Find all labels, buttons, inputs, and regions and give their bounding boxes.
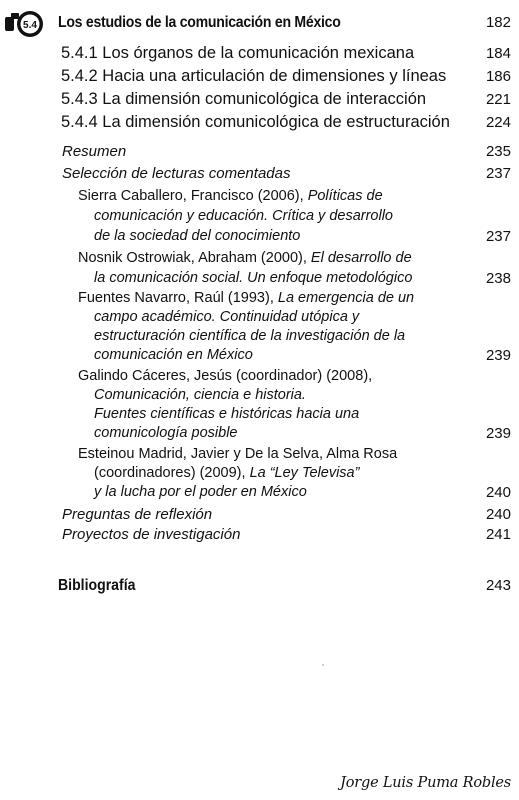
reading-author: Fuentes Navarro, Raúl (1993), [78,290,278,306]
reading-title: campo académico. Continuidad utópica y [94,309,360,325]
reading-author: Galindo Cáceres, Jesús (coordinador) (2008), [78,368,373,384]
section-title: Los estudios de la comunicación en México [58,14,341,31]
preguntas-page: 240 [485,506,511,523]
camera-badge-icon [4,10,46,38]
subsection-label: 5.4.3 La dimensión comunicológica de interacción [61,90,427,108]
reading-title: Políticas de [307,188,383,204]
reading-author: Nosnik Ostrowiak, Abraham (2000), [78,250,311,266]
subsection-label: 5.4.2 Hacia una articulación de dimensiones y líneas [61,67,447,85]
reading-page: 239 [485,347,511,364]
section-badge-number: 5.4 [23,20,37,31]
reading-page: 240 [485,484,511,501]
footer-author: Jorge Luis Puma Robles [340,775,511,791]
reading-title: estructuración científica de la investigación de la [94,328,406,344]
section-page-number: 182 [485,14,511,31]
reading-title: El desarrollo de [310,250,412,266]
reading-line [78,290,414,306]
reading-title: y la lucha por el poder en México [94,484,307,500]
reading-title: de la sociedad del conocimiento [94,228,301,244]
reading-title: comunicación y educación. Crítica y desarrollo [94,208,393,224]
reading-page: 238 [485,270,511,287]
proyectos-label: Proyectos de investigación [62,526,241,543]
reading-author: Esteinou Madrid, Javier y De la Selva, Alma Rosa [78,446,398,462]
reading-author: (coordinadores) (2009), [94,465,250,481]
bibliografia-label: Bibliografía [58,577,136,594]
reading-title: comunicación en México [94,347,253,363]
subsection-label: 5.4.4 La dimensión comunicológica de estructuración [61,113,450,131]
lecturas-label: Selección de lecturas comentadas [62,165,291,182]
reading-page: 237 [485,228,511,245]
preguntas-label: Preguntas de reflexión [62,506,213,523]
reading-title: Fuentes científicas e históricas hacia una [94,406,360,422]
subsection-label: 5.4.1 Los órganos de la comunicación mexicana [61,44,415,62]
reading-title: la comunicación social. Un enfoque metodológico [94,270,413,286]
reading-line [78,188,383,204]
reading-line [78,250,412,266]
bibliografia-page: 243 [485,577,511,594]
reading-title: La “Ley Televisa” [249,465,360,481]
resumen-label: Resumen [62,143,127,160]
reading-author: Sierra Caballero, Francisco (2006), [78,188,308,204]
lecturas-page: 237 [485,165,511,182]
reading-title: La emergencia de un [277,290,415,306]
subsection-page: 184 [485,45,511,62]
subsection-page: 186 [485,68,511,85]
reading-line [94,465,359,481]
speck [322,664,324,666]
reading-title: comunicología posible [94,425,238,441]
proyectos-page: 241 [485,526,511,543]
resumen-page: 235 [485,143,511,160]
subsection-page: 221 [485,91,511,108]
reading-page: 239 [485,425,511,442]
reading-title: Comunicación, ciencia e historia. [94,387,306,403]
subsection-page: 224 [485,114,511,131]
